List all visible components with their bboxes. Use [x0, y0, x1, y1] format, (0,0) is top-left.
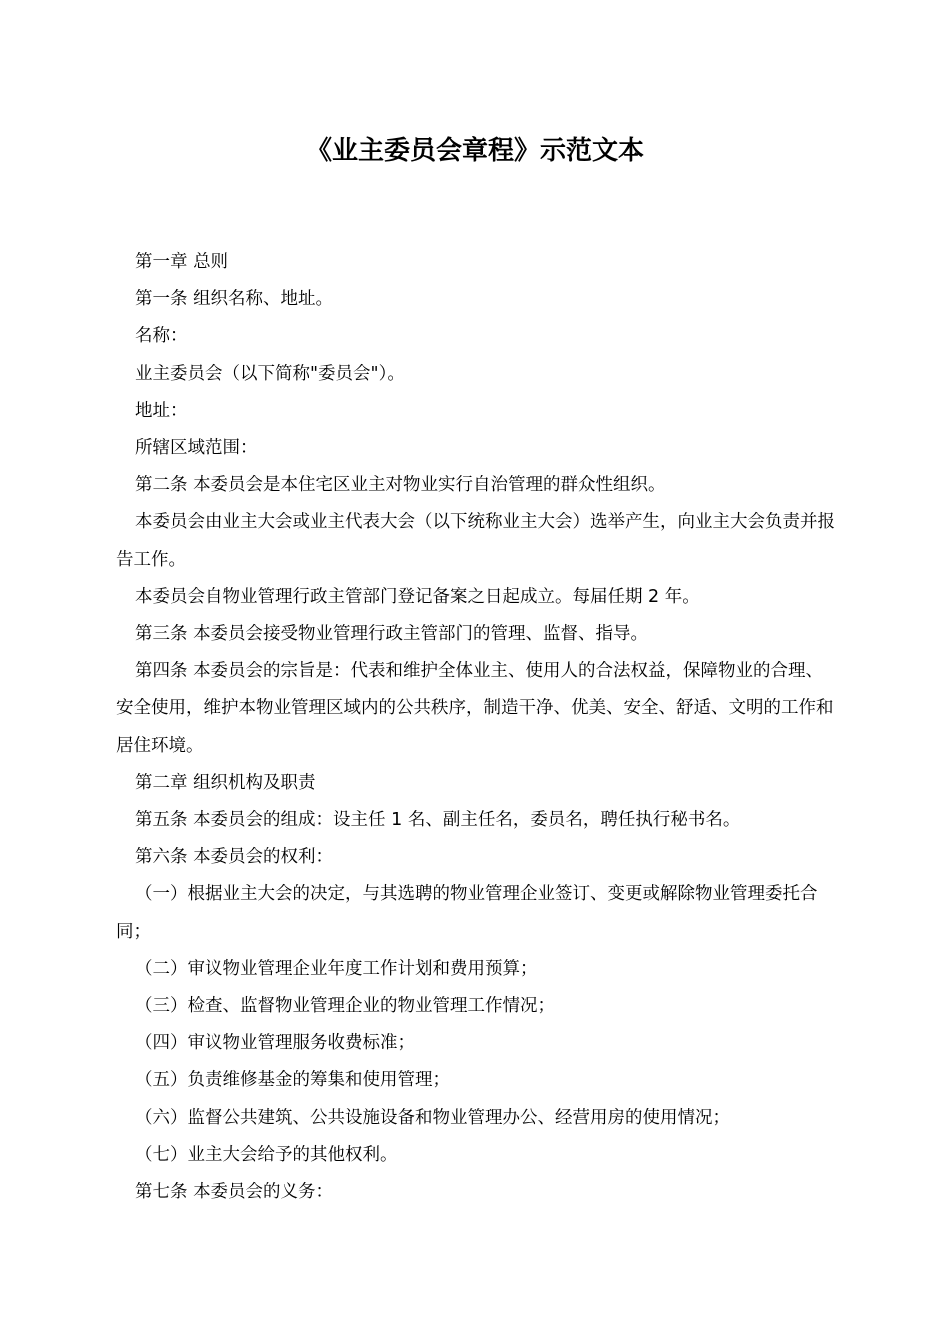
paragraph: 业主委员会（以下简称"委员会"）。	[135, 363, 405, 384]
article-7: 第七条 本委员会的义务：	[135, 1182, 334, 1203]
list-item: （七）业主大会给予的其他权利。	[135, 1144, 398, 1165]
paragraph: 本委员会由业主大会或业主代表大会（以下统称业主大会）选举产生，向业主大会负责并报告工作。	[116, 512, 835, 570]
document-title: 《业主委员会章程》示范文本	[305, 136, 644, 166]
paragraph: 本委员会自物业管理行政主管部门登记备案之日起成立。每届任期 2 年。	[135, 586, 700, 607]
article-5: 第五条 本委员会的组成：设主任 1 名、副主任名，委员名，聘任执行秘书名。	[135, 810, 741, 831]
list-item: （三）检查、监督物业管理企业的物业管理工作情况；	[135, 996, 555, 1017]
article-1: 第一条 组织名称、地址。	[135, 289, 334, 310]
list-item: （四）审议物业管理服务收费标准；	[135, 1033, 415, 1054]
field-area-label: 所辖区域范围：	[135, 438, 258, 459]
article-4: 第四条 本委员会的宗旨是：代表和维护全体业主、使用人的合法权益，保障物业的合理、安全使用，维护本物业管理区域内的公共秩序，制造干净、优美、安全、舒适、文明的工作和居住环境。	[116, 661, 834, 756]
list-item: （二）审议物业管理企业年度工作计划和费用预算；	[135, 958, 538, 979]
article-6: 第六条 本委员会的权利：	[135, 847, 334, 868]
list-item: （六）监督公共建筑、公共设施设备和物业管理办公、经营用房的使用情况；	[135, 1107, 730, 1128]
document-body	[116, 244, 840, 1211]
chapter-heading-1: 第一章 总则	[135, 252, 229, 272]
field-address-label: 地址：	[135, 400, 188, 421]
article-3: 第三条 本委员会接受物业管理行政主管部门的管理、监督、指导。	[135, 624, 649, 645]
list-item: （五）负责维修基金的筹集和使用管理；	[135, 1070, 450, 1091]
list-item: （一）根据业主大会的决定，与其选聘的物业管理企业签订、变更或解除物业管理委托合同；	[116, 884, 818, 942]
field-name-label: 名称：	[135, 326, 188, 347]
article-2: 第二条 本委员会是本住宅区业主对物业实行自治管理的群众性组织。	[135, 475, 666, 496]
chapter-heading-2: 第二章 组织机构及职责	[135, 772, 316, 793]
